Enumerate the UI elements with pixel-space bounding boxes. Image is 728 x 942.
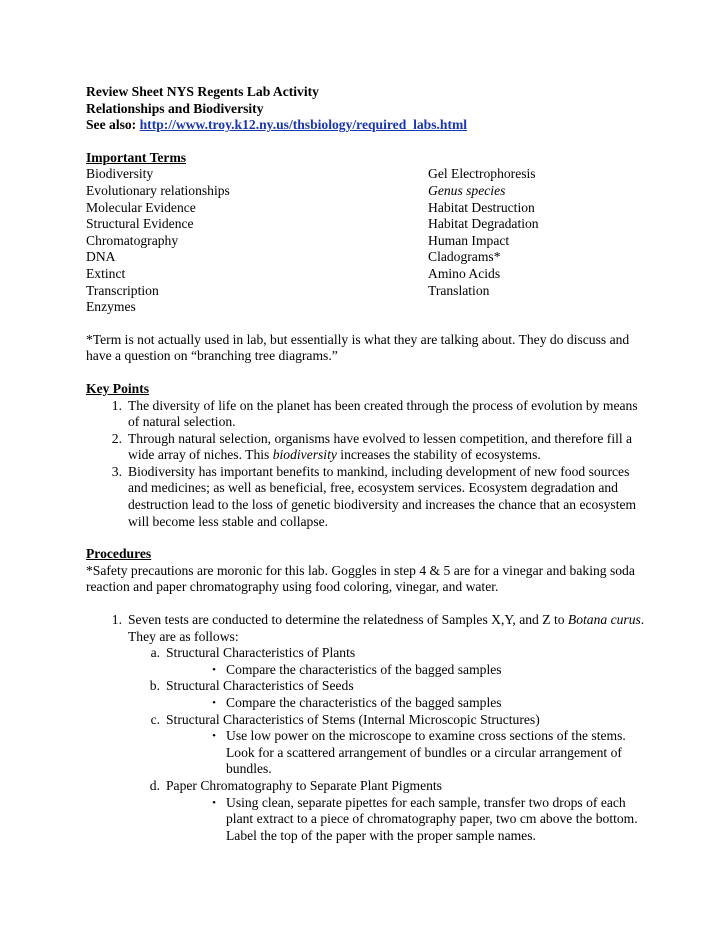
bullet-icon: • xyxy=(212,663,216,676)
bullet-item: • Using clean, separate pipettes for each sample, transfer two drops of each plant extract to a piece of chromatography paper, two cm above the bottom. Label the top of the paper with the proper sample names. xyxy=(202,795,646,845)
procedures-note: *Safety precautions are moronic for this lab. Goggles in step 4 & 5 are for a vinegar and baking soda reaction and paper chromatography using food coloring, vinegar, and water. xyxy=(86,562,635,595)
item-text: Seven tests are conducted to determine the relatedness of Samples X,Y, and Z to Botana curus. They are as follows: xyxy=(128,612,645,644)
term-item: Translation xyxy=(428,282,490,298)
item-text: Biodiversity has important benefits to mankind, including development of new food sources and medicines; as well as beneficial, free, ecosystem services. Ecosystem degradation and destruction lead to the loss of genetic biodiversity and increases the chance that an ecosystem will become less stable and collapse. xyxy=(128,463,637,529)
list-item xyxy=(86,398,646,431)
bullet-icon: • xyxy=(212,796,216,809)
list-item xyxy=(86,431,646,464)
item-number: 1. xyxy=(111,612,122,628)
bullet-item: • Use low power on the microscope to examine cross sections of the stems. Look for a scattered arrangement of bundles or a circular arrangement of bundles. xyxy=(202,728,646,778)
document-page xyxy=(86,84,646,844)
list-item xyxy=(86,612,646,645)
term-item: Extinct xyxy=(86,265,126,281)
see-also-line xyxy=(86,117,646,134)
bullet-icon: • xyxy=(212,730,216,743)
terms-left-column xyxy=(86,166,428,315)
term-item: Structural Evidence xyxy=(86,216,194,232)
item-number: 2. xyxy=(111,430,122,446)
term-item: Enzymes xyxy=(86,299,136,315)
key-points-heading: Key Points xyxy=(86,380,150,396)
term-item: Molecular Evidence xyxy=(86,199,196,215)
bullet-item: • Compare the characteristics of the bagged samples xyxy=(202,662,646,679)
term-item: Amino Acids xyxy=(428,265,501,281)
term-item: Human Impact xyxy=(428,232,510,248)
term-item: Habitat Degradation xyxy=(428,216,539,232)
see-also-link[interactable]: http://www.troy.k12.ny.us/thsbiology/required_labs.html xyxy=(139,117,468,133)
terms-heading: Important Terms xyxy=(86,149,187,165)
sub-item: b. Structural Characteristics of Seeds xyxy=(149,678,354,694)
term-item: Evolutionary relationships xyxy=(86,182,230,198)
document-subtitle: Relationships and Biodiversity xyxy=(86,100,264,116)
bullet-icon: • xyxy=(212,697,216,709)
term-item: Transcription xyxy=(86,282,159,298)
see-also-label: See also: xyxy=(86,117,140,133)
list-item xyxy=(86,464,646,530)
item-number: 3. xyxy=(111,463,122,479)
sub-item: c. Structural Characteristics of Stems (Internal Microscopic Structures) xyxy=(150,711,540,727)
terms-table xyxy=(86,166,646,315)
sub-item: a. Structural Characteristics of Plants xyxy=(150,645,356,661)
procedures-heading: Procedures xyxy=(86,546,152,562)
term-item: Genus species xyxy=(428,182,506,198)
document-title: Review Sheet NYS Regents Lab Activity xyxy=(86,84,319,99)
bullet-item: • Compare the characteristics of the bagged samples xyxy=(202,695,646,712)
item-text: Through natural selection, organisms have evolved to lessen competition, and therefore fill a wide array of niches. This biodiversity increases the stability of ecosystems. xyxy=(128,430,633,463)
term-item: Biodiversity xyxy=(86,166,154,182)
item-number: 1. xyxy=(111,397,122,413)
term-item: Gel Electrophoresis xyxy=(428,166,536,182)
item-text: The diversity of life on the planet has been created through the process of evolution by means of natural selection. xyxy=(128,397,638,430)
term-item: Chromatography xyxy=(86,232,179,248)
term-item: Cladograms* xyxy=(428,249,501,265)
terms-footnote: *Term is not actually used in lab, but essentially is what they are talking about. They do discuss and have a question on “branching tree diagrams.” xyxy=(86,331,630,364)
term-item: Habitat Destruction xyxy=(428,199,535,215)
term-item: DNA xyxy=(86,249,116,265)
terms-right-column xyxy=(428,166,646,315)
sub-item: d. Paper Chromatography to Separate Plant Pigments xyxy=(149,777,442,793)
key-points-list xyxy=(86,398,646,531)
